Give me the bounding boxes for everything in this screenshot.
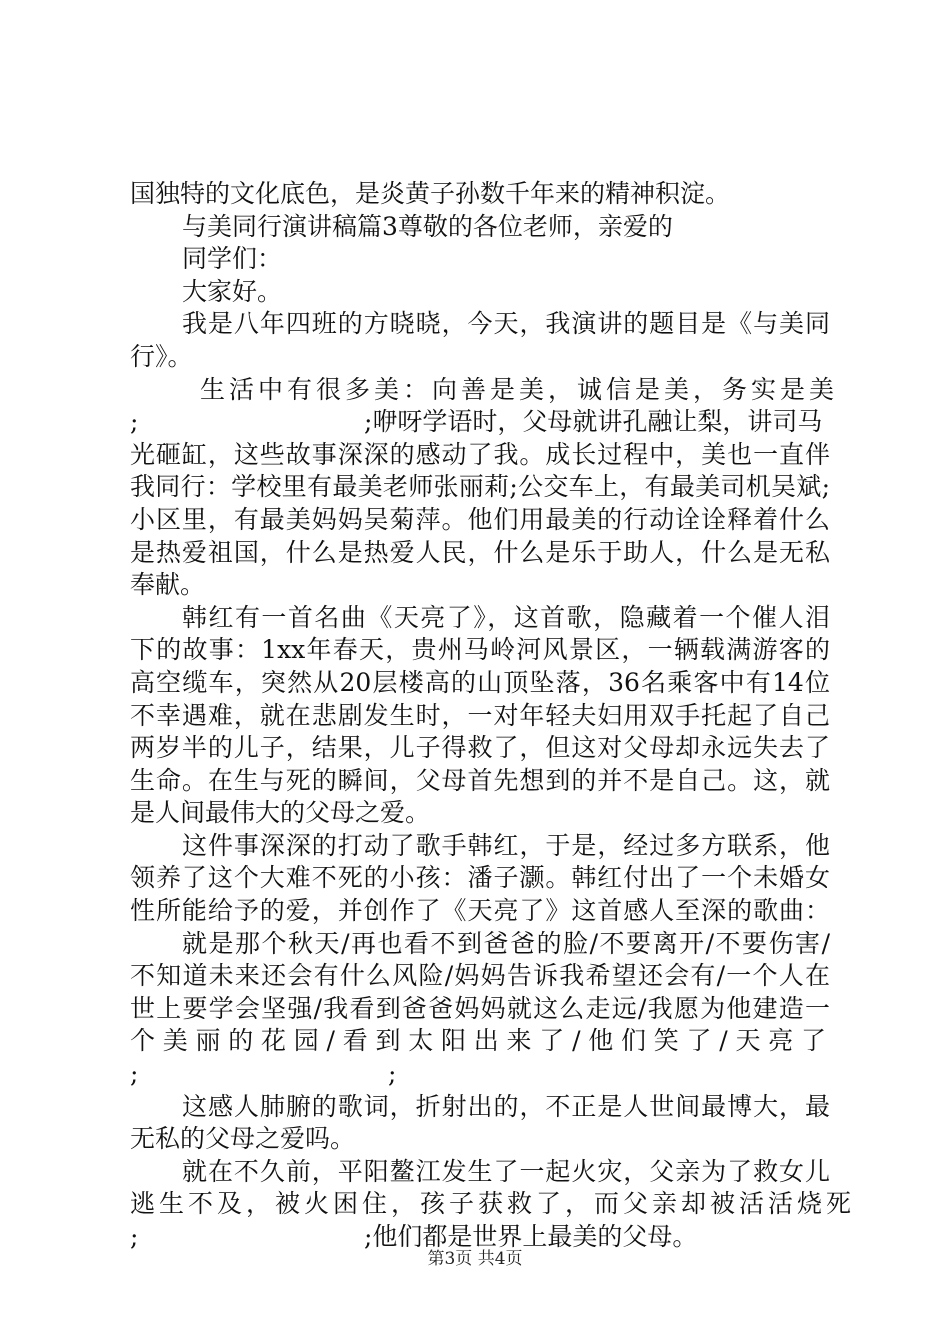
text-line: 是人间最伟大的父母之爱。	[130, 798, 431, 828]
text-line: 不幸遇难，就在悲剧发生时，一对年轻夫妇用双手托起了自己	[130, 700, 830, 730]
text-line: 韩红有一首名曲《天亮了》，这首歌，隐藏着一个催人泪	[182, 602, 830, 632]
text-line: 个美丽的花园/看到太阳出来了/他们笑了/天亮了	[130, 1026, 830, 1056]
text-line: 逃生不及，被火困住，孩子获救了，而父亲却被活活烧死	[130, 1189, 856, 1219]
text-line: 生活中有很多美：向善是美，诚信是美，务实是美	[200, 374, 839, 404]
document-body	[130, 178, 856, 1254]
text-line: 就是那个秋天/再也看不到爸爸的脸/不要离开/不要伤害/	[182, 928, 830, 958]
text-line: 性所能给予的爱，并创作了《天亮了》这首感人至深的歌曲：	[130, 896, 830, 926]
text-line: 领养了这个大难不死的小孩：潘子灏。韩红付出了一个未婚女	[130, 863, 830, 893]
text-line: 不知道未来还会有什么风险/妈妈告诉我希望还会有/一个人在	[130, 961, 830, 991]
text-line: 就在不久前，平阳鳌江发生了一起火灾，父亲为了救女儿	[182, 1156, 830, 1186]
text-line: 高空缆车，突然从20层楼高的山顶坠落，36名乘客中有14位	[130, 667, 830, 697]
text-line: 行》。	[130, 341, 193, 371]
text-line: 这感人肺腑的歌词，折射出的，不正是人世间最博大，最	[182, 1091, 830, 1121]
semicolon-mark: ;	[130, 1222, 139, 1251]
text-fragment: ;他们都是世界上最美的父母。	[364, 1222, 698, 1251]
semicolon-mark: ;	[130, 1059, 139, 1089]
text-line: 这件事深深的打动了歌手韩红，于是，经过多方联系，他	[182, 830, 830, 860]
text-line: 无私的父母之爱吗。	[130, 1124, 356, 1154]
text-line: 与美同行演讲稿篇3尊敬的各位老师，亲爱的	[182, 211, 673, 241]
text-line: 光砸缸，这些故事深深的感动了我。成长过程中，美也一直伴	[130, 439, 830, 469]
text-line: 小区里，有最美妈妈吴菊萍。他们用最美的行动诠诠释着什么	[130, 504, 830, 534]
semicolon-mark: ;	[130, 407, 139, 437]
text-line: 生命。在生与死的瞬间，父母首先想到的并不是自己。这，就	[130, 765, 830, 795]
semicolon-mark: ;	[388, 1059, 397, 1089]
page-number-footer: 第3页 共4页	[427, 1249, 523, 1269]
text-line: 世上要学会坚强/我看到爸爸妈妈就这么走远/我愿为他建造一	[130, 993, 830, 1023]
text-line: 大家好。	[182, 276, 283, 306]
text-line: 下的故事：1xx年春天，贵州马岭河风景区，一辆载满游客的	[130, 635, 830, 665]
text-line	[130, 1058, 830, 1091]
text-fragment: ;咿呀学语时，父母就讲孔融让梨，讲司马	[364, 407, 823, 437]
text-line: 我同行：学校里有最美老师张丽莉;公交车上，有最美司机吴斌;	[130, 472, 830, 502]
text-line: 我是八年四班的方晓晓，今天，我演讲的题目是《与美同	[182, 309, 830, 339]
text-line: 奉献。	[130, 570, 206, 600]
text-line: 两岁半的儿子，结果，儿子得救了，但这对父母却永远失去了	[130, 733, 830, 763]
text-line: 国独特的文化底色，是炎黄子孙数千年来的精神积淀。	[130, 179, 731, 208]
text-line: 是热爱祖国，什么是热爱人民，什么是乐于助人，什么是无私	[130, 537, 830, 567]
text-line	[130, 406, 830, 439]
text-line: 同学们：	[182, 244, 283, 274]
